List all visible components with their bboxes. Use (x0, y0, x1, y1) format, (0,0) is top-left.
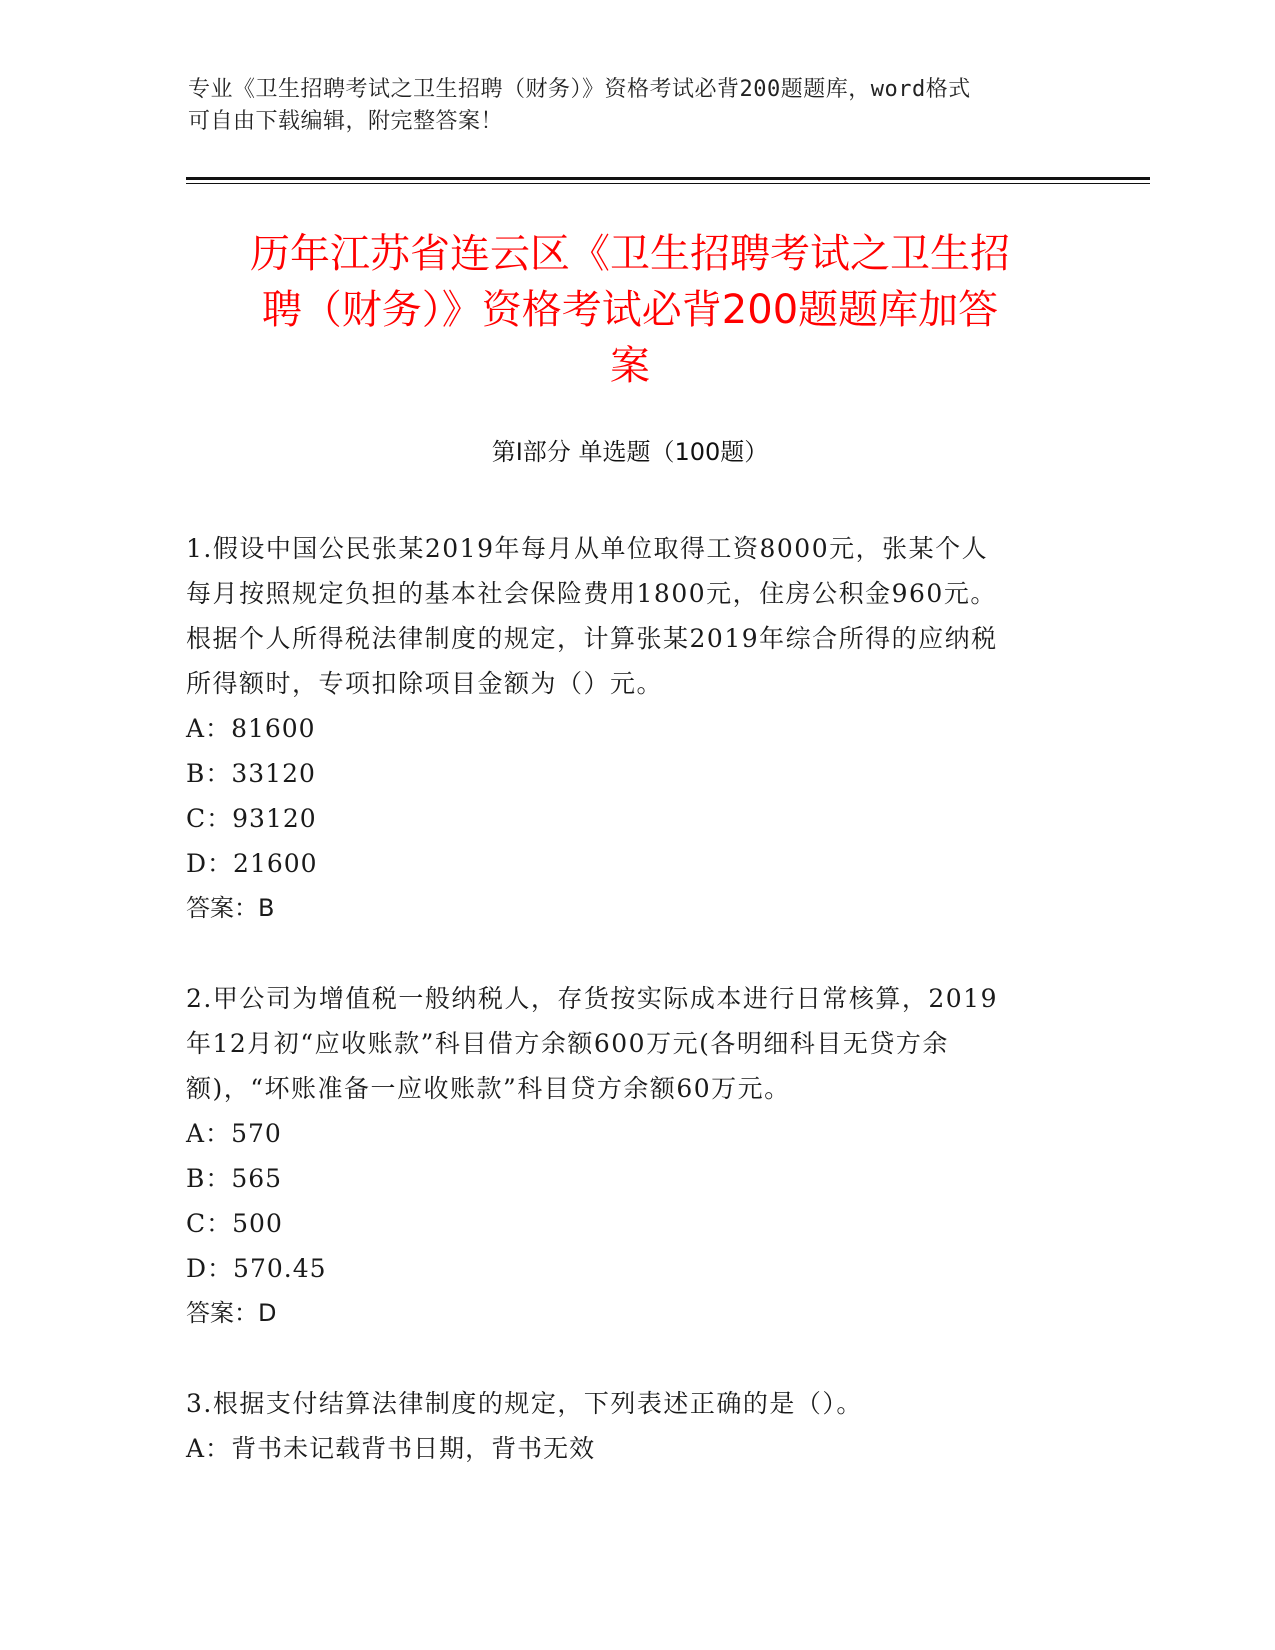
option-a (186, 1426, 1076, 1471)
option-text: 93120 (232, 804, 317, 833)
option-text: 81600 (231, 714, 316, 743)
option-key: A： (186, 1119, 232, 1148)
section-title: 第Ⅰ部分 单选题（100题） (491, 438, 769, 466)
option-key: B： (186, 1164, 232, 1193)
answer: 答案：B (186, 894, 275, 922)
question-text-line: 年12月初“应收账款”科目借方余额600万元(各明细科目无贷方余 (186, 1029, 949, 1058)
option-key: A： (186, 1434, 232, 1463)
question-3-text (186, 1381, 1076, 1426)
option-b (186, 751, 1076, 796)
question-text-line: 每月按照规定负担的基本社会保险费用1800元，住房公积金960元。 (186, 579, 997, 608)
option-key: B： (186, 759, 232, 788)
question-2 (186, 976, 1076, 1336)
header-note-line-2: 可自由下载编辑，附完整答案！ (188, 109, 504, 134)
header-note-line-1: 专业《卫生招聘考试之卫生招聘（财务）》资格考试必背200题题库，word格式 (188, 77, 971, 102)
option-c (186, 1201, 1076, 1246)
option-d (186, 841, 1076, 886)
option-c (186, 796, 1076, 841)
option-text: 33120 (231, 759, 316, 788)
question-1 (186, 526, 1076, 931)
option-a (186, 1111, 1076, 1156)
option-key: C： (186, 804, 233, 833)
question-text-line: 根据个人所得税法律制度的规定，计算张某2019年综合所得的应纳税 (186, 624, 998, 653)
option-key: C： (186, 1209, 233, 1238)
question-text-line: 所得额时，专项扣除项目金额为（）元。 (186, 669, 664, 698)
option-text: 565 (231, 1164, 283, 1193)
option-text: 570 (231, 1119, 282, 1148)
document-title-line-3: 案 (610, 343, 650, 389)
option-key: D： (186, 849, 234, 878)
option-key: A： (186, 714, 232, 743)
option-text: 500 (232, 1209, 283, 1238)
question-text-line: 3.根据支付结算法律制度的规定，下列表述正确的是（）。 (186, 1389, 863, 1418)
option-b (186, 1156, 1076, 1201)
document-title-line-2: 聘（财务）》资格考试必背200题题库加答 (261, 287, 999, 333)
header-divider-thick (186, 177, 1150, 180)
question-3 (186, 1381, 1076, 1471)
option-key: D： (186, 1254, 234, 1283)
option-text: 21600 (233, 849, 318, 878)
question-text-line: 1.假设中国公民张某2019年每月从单位取得工资8000元，张某个人 (186, 534, 989, 563)
option-text: 570.45 (233, 1254, 327, 1283)
question-2-text (186, 976, 1076, 1111)
document-title (190, 226, 1070, 394)
question-text-line: 额)，“坏账准备一应收账款”科目贷方余额60万元。 (186, 1074, 791, 1103)
question-list (186, 526, 1076, 1516)
answer: 答案：D (186, 1299, 277, 1327)
document-title-line-1: 历年江苏省连云区《卫生招聘考试之卫生招 (250, 231, 1010, 277)
option-d (186, 1246, 1076, 1291)
question-1-text (186, 526, 1076, 706)
question-text-line: 2.甲公司为增值税一般纳税人，存货按实际成本进行日常核算，2019 (186, 984, 998, 1013)
option-a (186, 706, 1076, 751)
option-text: 背书未记载背书日期，背书无效 (231, 1434, 596, 1463)
header-divider-thin (186, 183, 1150, 184)
header-note (188, 74, 1068, 138)
